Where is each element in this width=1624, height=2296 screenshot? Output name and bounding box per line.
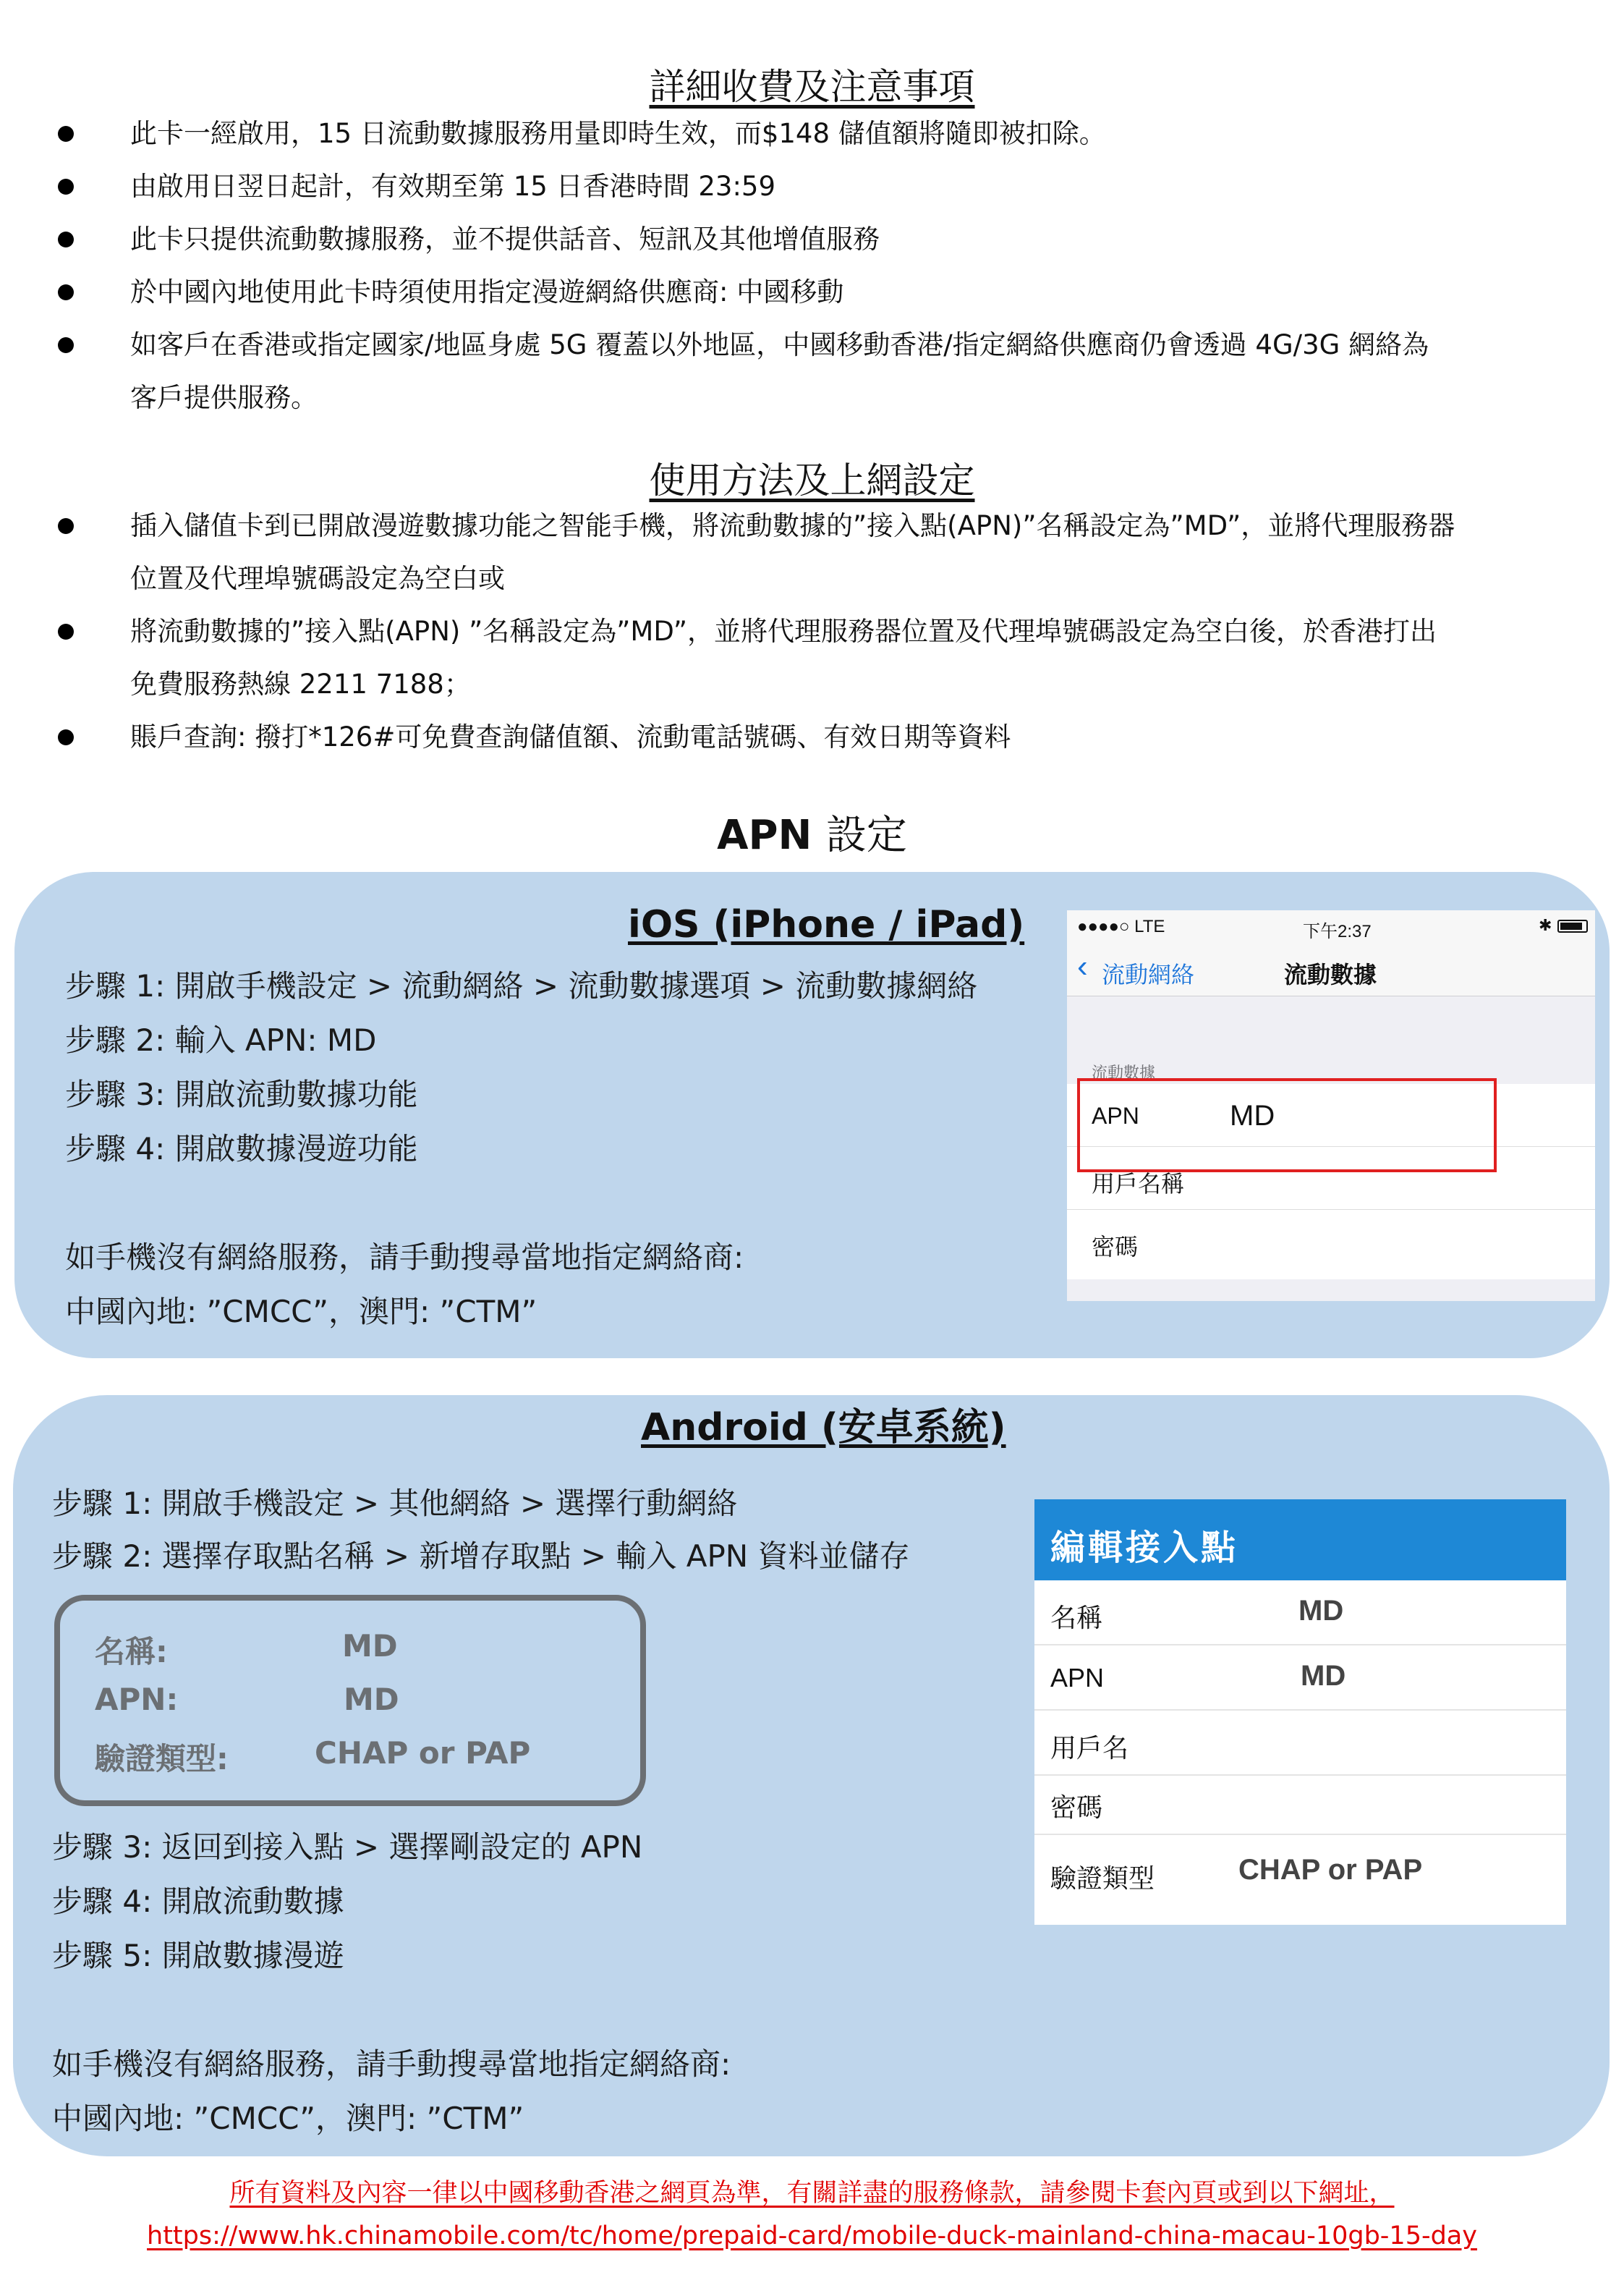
list-item: 賬戶查詢: 撥打*126#可免費查詢儲值額、流動電話號碼、有效日期等資料 (58, 711, 1591, 763)
ios-password-label: 密碼 (1092, 1234, 1139, 1260)
list-item: 由啟用日翌日起計，有效期至第 15 日香港時間 23:59 (58, 160, 1577, 213)
android-step-1: 步驟 1: 開啟手機設定 > 其他網絡 > 選擇行動網絡 (52, 1486, 738, 1521)
ios-carrier: ●●●●○ LTE (1077, 917, 1165, 936)
android-step-5: 步驟 5: 開啟數據漫遊 (52, 1938, 344, 1973)
android-title: Android (安卓系統) (641, 1406, 1006, 1449)
android-row-username[interactable] (1034, 1711, 1566, 1776)
ios-apn-value[interactable]: MD (1230, 1100, 1275, 1132)
android-header-title: 編輯接入點 (1050, 1529, 1239, 1567)
list-item: 此卡一經啟用，15 日流動數據服務用量即時生效，而$148 儲值額將隨即被扣除。 (58, 107, 1577, 160)
bullet-icon (58, 284, 74, 300)
android-row-name[interactable] (1034, 1580, 1566, 1645)
android-row-label: 密碼 (1050, 1792, 1103, 1822)
ios-nav-title: 流動數據 (1284, 962, 1377, 988)
ios-step-4: 步驟 4: 開啟數據漫遊功能 (65, 1131, 418, 1166)
ios-password-row[interactable] (1067, 1210, 1595, 1279)
box-auth-label: 驗證類型: (95, 1741, 229, 1776)
list-item: 此卡只提供流動數據服務，並不提供話音、短訊及其他增值服務 (58, 213, 1577, 266)
ios-note-line-1: 如手機沒有網絡服務，請手動搜尋當地指定網絡商: (65, 1240, 744, 1275)
ios-screenshot (1067, 910, 1595, 1301)
usage-list (58, 499, 1591, 763)
android-note-line-2: 中國內地: ”CMCC”，澳門: ”CTM” (52, 2101, 524, 2136)
android-screenshot (1034, 1499, 1566, 1925)
box-auth-value: CHAP or PAP (315, 1735, 531, 1771)
highlight-box (1077, 1078, 1497, 1172)
android-row-value: MD (1298, 1595, 1344, 1627)
android-row-auth[interactable] (1034, 1835, 1566, 1907)
chevron-left-icon[interactable]: ‹ (1077, 949, 1088, 984)
box-name-value: MD (342, 1628, 398, 1664)
ios-username-label: 用戶名稱 (1092, 1171, 1185, 1197)
box-apn-label: APN: (95, 1682, 179, 1717)
battery-icon (1557, 920, 1588, 933)
android-row-label: 用戶名 (1050, 1733, 1129, 1763)
android-note-line-1: 如手機沒有網絡服務，請手動搜尋當地指定網絡商: (52, 2046, 731, 2082)
charges-list (58, 107, 1577, 424)
ios-note-line-2: 中國內地: ”CMCC”，澳門: ”CTM” (65, 1294, 537, 1329)
bullet-icon (58, 126, 74, 142)
android-step-3: 步驟 3: 返回到接入點 > 選擇剛設定的 APN (52, 1829, 643, 1865)
ios-back-button[interactable]: 流動網絡 (1102, 962, 1195, 988)
ios-section-label: 流動數據 (1092, 1064, 1156, 1082)
list-item-continuation: 免費服務熱線 2211 7188； (130, 669, 471, 700)
box-apn-value: MD (344, 1682, 399, 1717)
bullet-icon (58, 729, 74, 745)
bullet-icon (58, 518, 74, 534)
footer-disclaimer: 所有資料及內容一律以中國移動香港之網頁為準，有關詳盡的服務條款，請參閱卡套內頁或到以下網址， (229, 2179, 1395, 2208)
bullet-icon (58, 337, 74, 353)
android-row-label: 驗證類型 (1050, 1863, 1155, 1893)
ios-time: 下午2:37 (1303, 922, 1372, 941)
bullet-icon (58, 232, 74, 247)
list-item: 插入儲值卡到已開啟漫遊數據功能之智能手機，將流動數據的”接入點(APN)”名稱設定為”MD”，並將代理服務器 (58, 499, 1591, 552)
android-row-label: 名稱 (1050, 1603, 1103, 1632)
usage-title: 使用方法及上網設定 (649, 459, 975, 501)
ios-title: iOS (iPhone / iPad) (628, 903, 1025, 946)
android-row-label: APN (1050, 1663, 1105, 1693)
box-name-label: 名稱: (95, 1634, 168, 1669)
android-step-2: 步驟 2: 選擇存取點名稱 > 新增存取點 > 輸入 APN 資料並儲存 (52, 1538, 910, 1574)
bullet-icon (58, 179, 74, 195)
list-item: 於中國內地使用此卡時須使用指定漫遊網絡供應商: 中國移動 (58, 266, 1577, 318)
ios-step-3: 步驟 3: 開啟流動數據功能 (65, 1077, 418, 1112)
list-item-continuation: 客戶提供服務。 (130, 382, 318, 413)
android-row-password[interactable] (1034, 1776, 1566, 1835)
ios-apn-label: APN (1092, 1103, 1139, 1129)
list-item: 如客戶在香港或指定國家/地區身處 5G 覆蓋以外地區，中國移動香港/指定網絡供應商仍會透過 4G/3G 網絡為 (58, 318, 1577, 371)
android-row-value: CHAP or PAP (1238, 1854, 1423, 1886)
list-item: 將流動數據的”接入點(APN) ”名稱設定為”MD”，並將代理服務器位置及代理埠號碼設定為空白後，於香港打出 (58, 605, 1591, 658)
android-row-apn[interactable] (1034, 1645, 1566, 1711)
bluetooth-icon: ✱ (1539, 916, 1552, 934)
charges-title: 詳細收費及注意事項 (649, 66, 975, 108)
android-row-value: MD (1301, 1660, 1346, 1692)
ios-nav-bar (1067, 942, 1595, 996)
android-header (1034, 1499, 1566, 1580)
ios-step-2: 步驟 2: 輸入 APN: MD (65, 1022, 377, 1058)
list-item-continuation: 位置及代理埠號碼設定為空白或 (130, 563, 505, 594)
bullet-icon (58, 624, 74, 640)
ios-step-1: 步驟 1: 開啟手機設定 > 流動網絡 > 流動數據選項 > 流動數據網絡 (65, 968, 978, 1004)
ios-status-bar (1067, 910, 1595, 942)
apn-settings-title: APN 設定 (717, 812, 907, 859)
apn-settings-box (54, 1595, 646, 1806)
android-step-4: 步驟 4: 開啟流動數據 (52, 1884, 344, 1919)
footer-url-link[interactable]: https://www.hk.chinamobile.com/tc/home/prepaid-card/mobile-duck-mainland-china-macau-10gb-15-day (147, 2221, 1477, 2250)
